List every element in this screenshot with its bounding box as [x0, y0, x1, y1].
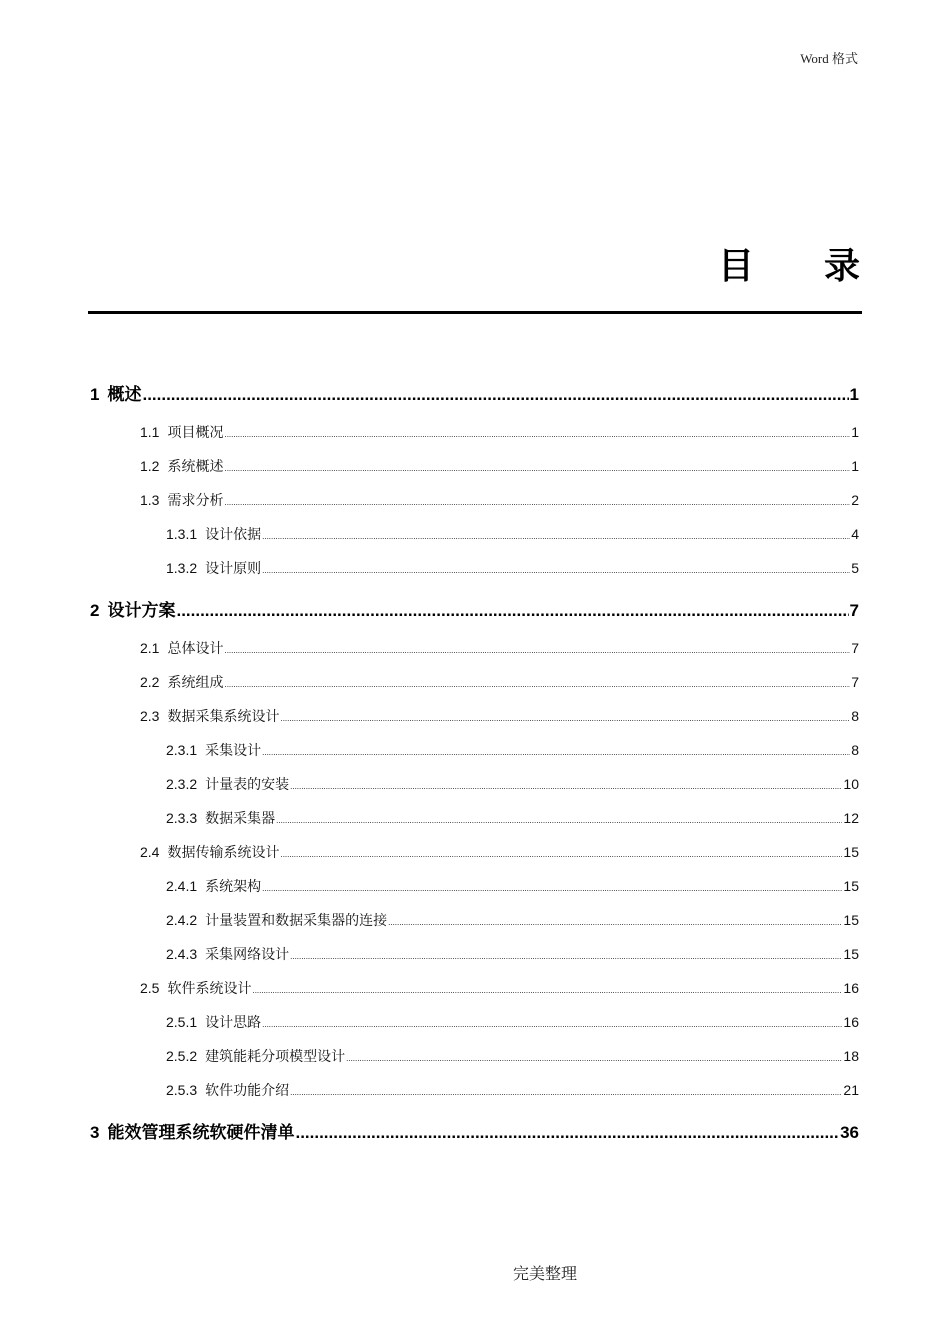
toc-leader-dots — [262, 748, 850, 757]
toc-entry-page: 7 — [851, 640, 859, 656]
toc-entry-2-4-2[interactable] — [166, 910, 859, 930]
toc-entry-2-3[interactable] — [140, 706, 859, 726]
toc-leader-dots — [280, 714, 850, 723]
toc-entry-2-5[interactable] — [140, 978, 859, 998]
toc-entry-number: 2.4.2 — [166, 912, 198, 928]
toc-entry-number: 2 — [90, 601, 100, 620]
toc-entry-page: 21 — [843, 1082, 859, 1098]
toc-entry-number: 3 — [90, 1123, 100, 1142]
toc-entry-label: 需求分析 — [167, 492, 224, 508]
toc-entry-2-3-3[interactable] — [166, 808, 859, 828]
toc-entry-page: 7 — [849, 601, 859, 620]
toc-entry-label: 总体设计 — [167, 640, 224, 656]
toc-entry-2-3-2[interactable] — [166, 774, 859, 794]
toc-leader-dots — [262, 1020, 842, 1029]
toc-leader-dots — [290, 1088, 842, 1097]
toc-leader-dots — [276, 816, 842, 825]
toc-entry-label: 项目概况 — [167, 424, 224, 440]
toc-leader-dots — [388, 918, 842, 927]
toc-leader-dots — [262, 566, 850, 575]
toc-leader-dots — [262, 884, 842, 893]
toc-entry-page: 10 — [843, 776, 859, 792]
toc-entry-number: 1.1 — [140, 424, 160, 440]
toc-entry-number: 2.2 — [140, 674, 160, 690]
toc-entry-2-4[interactable] — [140, 842, 859, 862]
toc-entry-number: 1 — [90, 385, 100, 404]
toc-title: 目 录 — [717, 245, 890, 286]
toc-entry-2-5-2[interactable] — [166, 1046, 859, 1066]
toc-leader-dots — [224, 498, 850, 507]
toc-entry-number: 2.4 — [140, 844, 160, 860]
toc-entry-page: 16 — [843, 980, 859, 996]
toc-leader-dots — [224, 464, 850, 473]
toc-entry-1-3-2[interactable] — [166, 558, 859, 578]
toc-entry-3[interactable] — [90, 1118, 859, 1143]
toc-entry-page: 12 — [843, 810, 859, 826]
toc-entry-page: 1 — [851, 424, 859, 440]
toc-entry-2[interactable] — [90, 596, 859, 621]
toc-entry-2-5-1[interactable] — [166, 1012, 859, 1032]
toc-entry-label: 设计依据 — [205, 526, 262, 542]
toc-entry-2-4-1[interactable] — [166, 876, 859, 896]
toc-leader-dots — [262, 532, 850, 541]
toc-leader-dots — [280, 850, 842, 859]
toc-entry-1[interactable] — [90, 380, 859, 405]
toc-entry-label: 计量表的安装 — [205, 776, 290, 792]
toc-entry-1-1[interactable] — [140, 422, 859, 442]
toc-entry-page: 4 — [851, 526, 859, 542]
toc-entry-label: 采集设计 — [205, 742, 262, 758]
toc-entry-2-5-3[interactable] — [166, 1080, 859, 1100]
toc-entry-label: 能效管理系统软硬件清单 — [107, 1123, 295, 1142]
toc-entry-label: 数据采集系统设计 — [167, 708, 280, 724]
footer-note: 完美整理 — [512, 1266, 577, 1283]
toc-entry-page: 2 — [851, 492, 859, 508]
toc-entry-page: 1 — [849, 385, 859, 404]
toc-entry-label: 系统组成 — [167, 674, 224, 690]
toc-entry-2-4-3[interactable] — [166, 944, 859, 964]
toc-entry-label: 软件功能介绍 — [205, 1082, 290, 1098]
toc-leader-dots — [290, 782, 842, 791]
toc-entry-label: 设计思路 — [205, 1014, 262, 1030]
toc-entry-page: 1 — [851, 458, 859, 474]
toc-leader-dots — [224, 430, 850, 439]
toc-entry-label: 系统概述 — [167, 458, 224, 474]
toc-entry-page: 16 — [843, 1014, 859, 1030]
toc-entry-2-1[interactable] — [140, 638, 859, 658]
toc-entry-number: 1.3 — [140, 492, 160, 508]
toc-entry-number: 2.3 — [140, 708, 160, 724]
header-note: Word 格式 — [800, 51, 858, 66]
toc-leader-dots — [142, 385, 848, 405]
toc-entry-label: 设计方案 — [107, 601, 176, 620]
toc-entry-1-2[interactable] — [140, 456, 859, 476]
toc-entry-page: 15 — [843, 844, 859, 860]
toc-entry-1-3-1[interactable] — [166, 524, 859, 544]
toc-entry-label: 系统架构 — [205, 878, 262, 894]
toc-entry-number: 2.5.1 — [166, 1014, 198, 1030]
toc-entry-2-2[interactable] — [140, 672, 859, 692]
toc-leader-dots — [295, 1123, 839, 1143]
toc-entry-label: 建筑能耗分项模型设计 — [205, 1048, 346, 1064]
toc-leader-dots — [290, 952, 842, 961]
toc-leader-dots — [224, 646, 850, 655]
toc-entry-page: 8 — [851, 742, 859, 758]
toc-entry-page: 8 — [851, 708, 859, 724]
toc-entry-page: 18 — [843, 1048, 859, 1064]
toc-entry-number: 2.5.2 — [166, 1048, 198, 1064]
toc-leader-dots — [346, 1054, 842, 1063]
toc-entry-page: 7 — [851, 674, 859, 690]
toc-entry-number: 2.3.3 — [166, 810, 198, 826]
toc-entry-number: 2.5.3 — [166, 1082, 198, 1098]
toc-entry-number: 1.2 — [140, 458, 160, 474]
toc-entry-label: 设计原则 — [205, 560, 262, 576]
toc-entry-label: 软件系统设计 — [167, 980, 252, 996]
toc-entry-page: 5 — [851, 560, 859, 576]
toc-entry-number: 2.4.1 — [166, 878, 198, 894]
toc-entry-number: 1.3.2 — [166, 560, 198, 576]
toc-entry-page: 15 — [843, 878, 859, 894]
title-divider — [88, 311, 862, 314]
toc-entry-number: 2.1 — [140, 640, 160, 656]
toc-entry-label: 数据传输系统设计 — [167, 844, 280, 860]
toc-entry-1-3[interactable] — [140, 490, 859, 510]
toc-entry-2-3-1[interactable] — [166, 740, 859, 760]
toc-leader-dots — [252, 986, 842, 995]
toc-entry-number: 2.4.3 — [166, 946, 198, 962]
toc-entry-label: 计量装置和数据采集器的连接 — [205, 912, 388, 928]
toc-entry-label: 概述 — [107, 385, 142, 404]
toc-entry-page: 15 — [843, 912, 859, 928]
toc-entry-number: 1.3.1 — [166, 526, 198, 542]
toc-leader-dots — [176, 601, 848, 621]
toc-leader-dots — [224, 680, 850, 689]
toc-entry-number: 2.3.1 — [166, 742, 198, 758]
toc-entry-number: 2.5 — [140, 980, 160, 996]
toc-entry-label: 采集网络设计 — [205, 946, 290, 962]
toc-entry-label: 数据采集器 — [205, 810, 276, 826]
toc-entry-number: 2.3.2 — [166, 776, 198, 792]
toc-entry-page: 15 — [843, 946, 859, 962]
toc-entry-page: 36 — [840, 1123, 859, 1142]
